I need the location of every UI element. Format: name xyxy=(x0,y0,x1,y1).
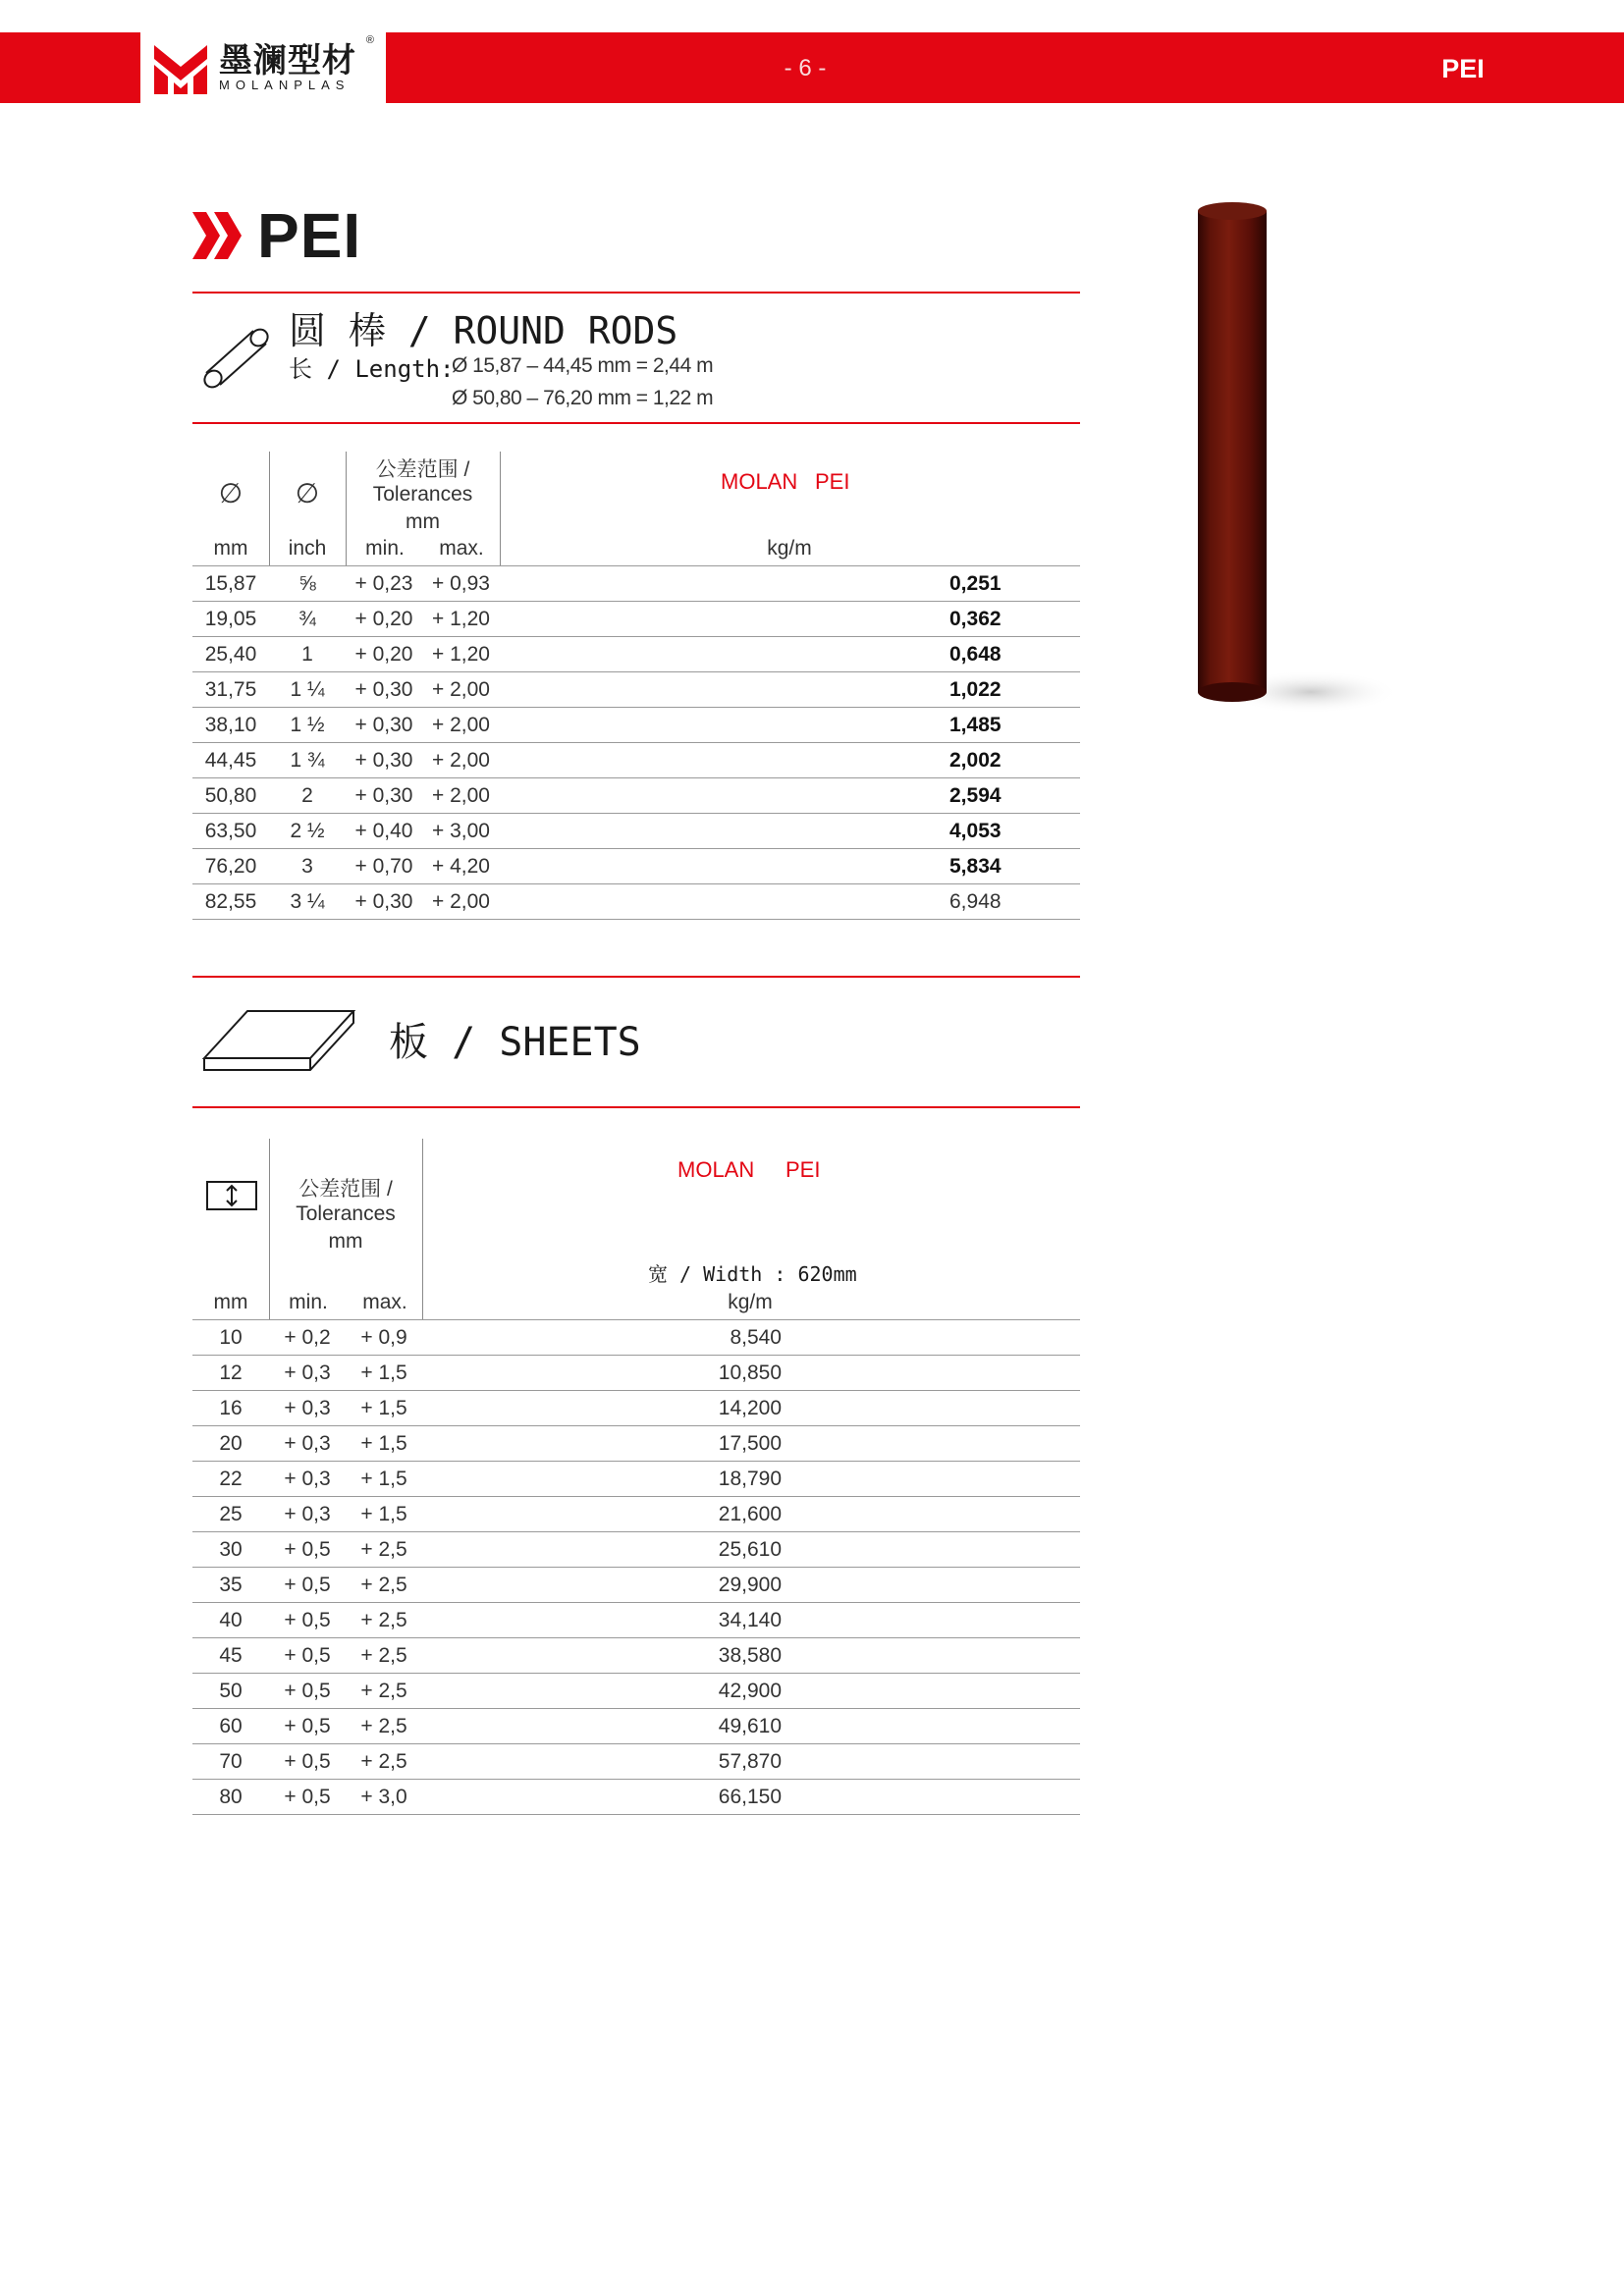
cell-mm: 31,75 xyxy=(192,672,269,708)
cell-min: + 0,40 xyxy=(346,814,422,849)
table-row xyxy=(192,602,1080,637)
cell-inch: 3 ¼ xyxy=(269,884,346,920)
cell-mm: 80 xyxy=(192,1780,269,1815)
cell-min: + 0,5 xyxy=(269,1709,346,1744)
table-row xyxy=(192,1391,1080,1426)
cell-max: + 2,00 xyxy=(422,778,500,814)
cell-mm: 50 xyxy=(192,1674,269,1709)
thickness-icon xyxy=(206,1178,257,1213)
diameter-mm-symbol: ∅ xyxy=(218,478,244,508)
table-row xyxy=(192,1674,1080,1709)
brand-label: MOLAN xyxy=(677,1157,755,1182)
cell-min: + 0,3 xyxy=(269,1356,346,1391)
cell-max: + 2,5 xyxy=(346,1532,422,1568)
cell-kgm: 6,948 xyxy=(500,884,1080,920)
min-column-header: min. xyxy=(289,1291,328,1313)
cell-max: + 2,00 xyxy=(422,743,500,778)
mm-column-header: mm xyxy=(213,537,248,560)
cell-max: + 1,5 xyxy=(346,1497,422,1532)
cell-mm: 10 xyxy=(192,1320,269,1356)
cell-min: + 0,30 xyxy=(346,708,422,743)
registered-mark: ® xyxy=(365,34,374,46)
cell-mm: 16 xyxy=(192,1391,269,1426)
cell-min: + 0,5 xyxy=(269,1744,346,1780)
cell-min: + 0,2 xyxy=(269,1320,346,1356)
table-row xyxy=(192,1356,1080,1391)
cell-kgm: 38,580 xyxy=(422,1638,1080,1674)
cell-min: + 0,23 xyxy=(346,566,422,602)
cell-max: + 1,5 xyxy=(346,1391,422,1426)
cell-max: + 4,20 xyxy=(422,849,500,884)
table-row xyxy=(192,1709,1080,1744)
tolerance-en-label: Tolerances xyxy=(296,1202,396,1225)
cell-max: + 2,00 xyxy=(422,672,500,708)
table-row xyxy=(192,708,1080,743)
brand-label: MOLAN xyxy=(721,469,798,494)
cell-kgm: 2,594 xyxy=(500,778,1080,814)
cell-mm: 38,10 xyxy=(192,708,269,743)
cell-max: + 3,0 xyxy=(346,1780,422,1815)
cell-mm: 19,05 xyxy=(192,602,269,637)
tolerance-unit-label: mm xyxy=(328,1230,363,1253)
cell-inch: 1 xyxy=(269,637,346,672)
diameter-inch-symbol: ∅ xyxy=(295,478,320,508)
cell-mm: 30 xyxy=(192,1532,269,1568)
logo-chinese-name: 墨澜型材 xyxy=(219,42,356,80)
cell-min: + 0,5 xyxy=(269,1674,346,1709)
double-chevron-icon xyxy=(192,212,244,259)
cell-kgm: 21,600 xyxy=(422,1497,1080,1532)
cell-min: + 0,3 xyxy=(269,1462,346,1497)
cell-max: + 1,5 xyxy=(346,1356,422,1391)
cell-mm: 60 xyxy=(192,1709,269,1744)
cell-mm: 76,20 xyxy=(192,849,269,884)
material-label: PEI xyxy=(815,469,850,494)
cell-min: + 0,3 xyxy=(269,1426,346,1462)
pei-rod-photo xyxy=(1164,196,1399,746)
cell-kgm: 29,900 xyxy=(422,1568,1080,1603)
cell-max: + 2,5 xyxy=(346,1603,422,1638)
cell-kgm: 10,850 xyxy=(422,1356,1080,1391)
min-column-header: min. xyxy=(365,537,405,560)
cell-kgm: 49,610 xyxy=(422,1709,1080,1744)
cell-min: + 0,5 xyxy=(269,1780,346,1815)
cell-min: + 0,5 xyxy=(269,1532,346,1568)
section-divider xyxy=(192,422,1080,424)
cell-kgm: 57,870 xyxy=(422,1744,1080,1780)
column-divider xyxy=(269,1139,270,1319)
cell-max: + 3,00 xyxy=(422,814,500,849)
cell-kgm: 18,790 xyxy=(422,1462,1080,1497)
length-spec-1: Ø 15,87 – 44,45 mm = 2,44 m xyxy=(452,354,714,377)
cell-min: + 0,3 xyxy=(269,1497,346,1532)
cell-max: + 1,5 xyxy=(346,1426,422,1462)
cell-inch: 2 xyxy=(269,778,346,814)
cell-mm: 20 xyxy=(192,1426,269,1462)
cell-inch: 1 ¼ xyxy=(269,672,346,708)
table-row xyxy=(192,672,1080,708)
cell-mm: 15,87 xyxy=(192,566,269,602)
cell-mm: 25,40 xyxy=(192,637,269,672)
cell-kgm: 0,362 xyxy=(500,602,1080,637)
cell-mm: 22 xyxy=(192,1462,269,1497)
logo-english-name: MOLANPLAS xyxy=(219,78,351,92)
table-row xyxy=(192,1568,1080,1603)
cell-min: + 0,30 xyxy=(346,743,422,778)
cell-inch: ¾ xyxy=(269,602,346,637)
cell-mm: 40 xyxy=(192,1603,269,1638)
tolerance-cn-label: 公差范围 / xyxy=(375,458,470,481)
table-row xyxy=(192,1320,1080,1356)
page-title-text: PEI xyxy=(257,200,362,271)
cell-kgm: 8,540 xyxy=(422,1320,1080,1356)
table-row xyxy=(192,1426,1080,1462)
cell-min: + 0,20 xyxy=(346,602,422,637)
cell-max: + 2,00 xyxy=(422,708,500,743)
section-divider xyxy=(192,1106,1080,1108)
cell-kgm: 4,053 xyxy=(500,814,1080,849)
table-row xyxy=(192,1638,1080,1674)
sheet-width-label: 宽 / Width : 620mm xyxy=(648,1262,857,1286)
table-row xyxy=(192,849,1080,884)
table-row xyxy=(192,743,1080,778)
length-label: 长 / Length: xyxy=(289,355,455,383)
round-rods-table xyxy=(192,566,1080,920)
brand-logo xyxy=(140,32,386,103)
cell-kgm: 1,485 xyxy=(500,708,1080,743)
cell-inch: 1 ½ xyxy=(269,708,346,743)
cell-max: + 2,5 xyxy=(346,1638,422,1674)
cell-max: + 2,5 xyxy=(346,1568,422,1603)
cell-min: + 0,30 xyxy=(346,778,422,814)
cell-min: + 0,30 xyxy=(346,672,422,708)
table-row xyxy=(192,566,1080,602)
molan-logo-icon xyxy=(150,37,211,98)
tolerance-unit-label: mm xyxy=(406,510,440,533)
cell-max: + 0,9 xyxy=(346,1320,422,1356)
cell-min: + 0,5 xyxy=(269,1638,346,1674)
table-row xyxy=(192,1603,1080,1638)
table-row xyxy=(192,1462,1080,1497)
cell-kgm: 0,251 xyxy=(500,566,1080,602)
table-row xyxy=(192,1532,1080,1568)
table-row xyxy=(192,637,1080,672)
inch-column-header: inch xyxy=(288,537,327,560)
cell-max: + 2,5 xyxy=(346,1709,422,1744)
cell-max: + 0,93 xyxy=(422,566,500,602)
table-row xyxy=(192,884,1080,920)
max-column-header: max. xyxy=(439,537,484,560)
cell-mm: 63,50 xyxy=(192,814,269,849)
tolerance-cn-label: 公差范围 / xyxy=(298,1178,393,1201)
cell-inch: 3 xyxy=(269,849,346,884)
max-column-header: max. xyxy=(362,1291,407,1313)
cell-mm: 50,80 xyxy=(192,778,269,814)
cell-kgm: 17,500 xyxy=(422,1426,1080,1462)
cell-kgm: 34,140 xyxy=(422,1603,1080,1638)
sheet-icon xyxy=(200,1005,357,1074)
table-row xyxy=(192,1497,1080,1532)
column-divider xyxy=(500,452,501,565)
cell-kgm: 0,648 xyxy=(500,637,1080,672)
section-divider xyxy=(192,292,1080,294)
sheets-table xyxy=(192,1320,1080,1815)
cell-kgm: 14,200 xyxy=(422,1391,1080,1426)
cell-min: + 0,30 xyxy=(346,884,422,920)
table-row xyxy=(192,1780,1080,1815)
cell-mm: 35 xyxy=(192,1568,269,1603)
cell-max: + 2,5 xyxy=(346,1744,422,1780)
cell-max: + 1,20 xyxy=(422,602,500,637)
kgm-column-header: kg/m xyxy=(728,1291,773,1313)
length-spec-2: Ø 50,80 – 76,20 mm = 1,22 m xyxy=(452,387,714,409)
round-rod-icon xyxy=(200,324,275,391)
cell-mm: 70 xyxy=(192,1744,269,1780)
cell-kgm: 5,834 xyxy=(500,849,1080,884)
page-title xyxy=(192,199,361,272)
table-row xyxy=(192,1744,1080,1780)
cell-mm: 25 xyxy=(192,1497,269,1532)
cell-mm: 12 xyxy=(192,1356,269,1391)
cell-kgm: 2,002 xyxy=(500,743,1080,778)
cell-min: + 0,70 xyxy=(346,849,422,884)
cell-max: + 2,00 xyxy=(422,884,500,920)
table-row xyxy=(192,778,1080,814)
cell-mm: 44,45 xyxy=(192,743,269,778)
cell-min: + 0,20 xyxy=(346,637,422,672)
tolerance-en-label: Tolerances xyxy=(372,483,473,506)
cell-min: + 0,5 xyxy=(269,1603,346,1638)
section-divider xyxy=(192,976,1080,978)
header-section-tag: PEI xyxy=(1441,54,1485,83)
cell-inch: ⅝ xyxy=(269,566,346,602)
cell-min: + 0,3 xyxy=(269,1391,346,1426)
material-label: PEI xyxy=(785,1157,821,1182)
cell-kgm: 66,150 xyxy=(422,1780,1080,1815)
cell-mm: 82,55 xyxy=(192,884,269,920)
table-row xyxy=(192,814,1080,849)
cell-kgm: 1,022 xyxy=(500,672,1080,708)
page-number: - 6 - xyxy=(784,55,827,81)
mm-column-header: mm xyxy=(213,1291,248,1313)
cell-max: + 2,5 xyxy=(346,1674,422,1709)
cell-mm: 45 xyxy=(192,1638,269,1674)
kgm-column-header: kg/m xyxy=(767,537,812,560)
cell-inch: 2 ½ xyxy=(269,814,346,849)
sheets-title: 板 / SHEETS xyxy=(389,1020,641,1065)
cell-inch: 1 ¾ xyxy=(269,743,346,778)
cell-max: + 1,20 xyxy=(422,637,500,672)
cell-kgm: 25,610 xyxy=(422,1532,1080,1568)
cell-max: + 1,5 xyxy=(346,1462,422,1497)
cell-kgm: 42,900 xyxy=(422,1674,1080,1709)
column-divider xyxy=(422,1139,423,1319)
round-rods-title: 圆 棒 / ROUND RODS xyxy=(289,309,678,352)
cell-min: + 0,5 xyxy=(269,1568,346,1603)
